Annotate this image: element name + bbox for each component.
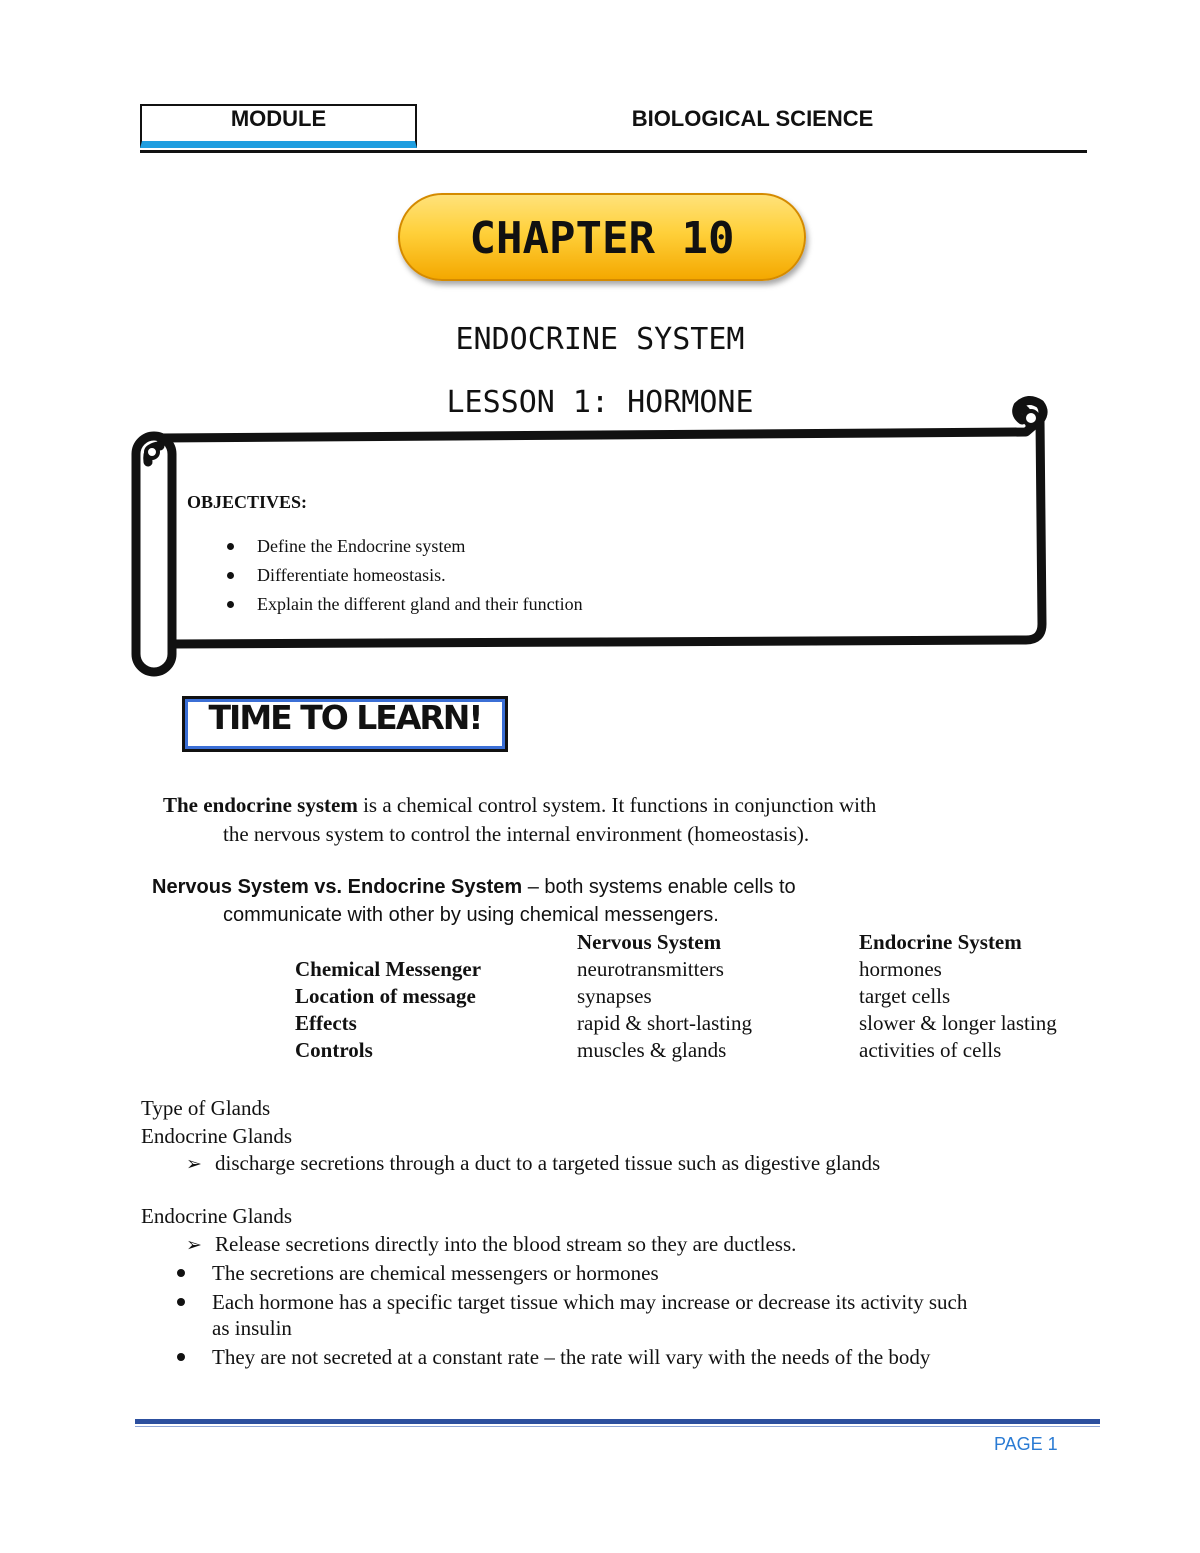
table-header-endocrine: Endocrine System	[859, 930, 1022, 954]
bullet-icon	[227, 601, 234, 608]
table-cell-nervous: rapid & short-lasting	[577, 1011, 752, 1035]
bullet-icon	[227, 543, 234, 550]
objectives-list	[220, 534, 583, 621]
list-item: Define the Endocrine system	[220, 534, 583, 563]
table-header-nervous: Nervous System	[577, 930, 722, 954]
list-item-continuation: as insulin	[212, 1316, 292, 1340]
list-item: Release secretions directly into the blood stream so they are ductless.	[215, 1232, 797, 1256]
table-cell-endocrine: hormones	[859, 957, 942, 981]
table-cell-endocrine: slower & longer lasting	[859, 1011, 1057, 1035]
comparison-intro: Nervous System vs. Endocrine System – both systems enable cells to	[152, 876, 796, 898]
bullet-icon	[227, 572, 234, 579]
table-cell-nervous: synapses	[577, 984, 652, 1008]
chapter-label: CHAPTER 10	[469, 213, 735, 264]
list-item: Differentiate homeostasis.	[220, 563, 583, 592]
arrow-bullet-icon: ➢	[186, 1154, 202, 1175]
table-cell-nervous: muscles & glands	[577, 1038, 727, 1062]
lesson-title: LESSON 1: HORMONE	[446, 385, 754, 420]
table-cell-endocrine: target cells	[859, 984, 951, 1008]
comparison-lead: Nervous System vs. Endocrine System	[152, 876, 523, 898]
table-row-label: Location of message	[295, 984, 476, 1008]
intro-paragraph-line2: the nervous system to control the internal environment (homeostasis).	[223, 822, 810, 846]
intro-term: The endocrine system	[163, 793, 358, 817]
scroll-frame	[0, 0, 1200, 700]
comparison-intro-line2: communicate with other by using chemical messengers.	[223, 904, 719, 926]
list-item: discharge secretions through a duct to a targeted tissue such as digestive glands	[215, 1151, 881, 1175]
bullet-icon	[177, 1269, 185, 1277]
table-row-label: Controls	[295, 1038, 373, 1062]
arrow-bullet-icon: ➢	[186, 1235, 202, 1256]
section-title: Endocrine Glands	[141, 1204, 293, 1228]
bullet-icon	[177, 1298, 185, 1306]
list-item: Explain the different gland and their function	[220, 592, 583, 621]
module-label: MODULE	[230, 106, 327, 131]
page-number: PAGE 1	[994, 1434, 1058, 1454]
footer-rule-thin	[135, 1426, 1100, 1427]
time-to-learn-label: TIME TO LEARN!	[208, 698, 482, 737]
table-cell-nervous: neurotransmitters	[577, 957, 724, 981]
intro-paragraph: The endocrine system is a chemical control system. It functions in conjunction with	[163, 793, 877, 817]
table-row-label: Effects	[295, 1011, 357, 1035]
glands-heading: Type of Glands	[141, 1096, 271, 1120]
table-cell-endocrine: activities of cells	[859, 1038, 1002, 1062]
chapter-title: ENDOCRINE SYSTEM	[455, 322, 745, 357]
list-item: They are not secreted at a constant rate – the rate will vary with the needs of the body	[212, 1345, 931, 1369]
table-row-label: Chemical Messenger	[295, 957, 482, 981]
footer-rule	[135, 1419, 1100, 1424]
list-item: The secretions are chemical messengers or hormones	[212, 1261, 659, 1285]
list-item: Each hormone has a specific target tissue which may increase or decrease its activity such	[212, 1290, 968, 1314]
section-title: Endocrine Glands	[141, 1124, 293, 1148]
objectives-heading: OBJECTIVES:	[187, 492, 308, 512]
subject-title: BIOLOGICAL SCIENCE	[631, 106, 874, 131]
bullet-icon	[177, 1353, 185, 1361]
